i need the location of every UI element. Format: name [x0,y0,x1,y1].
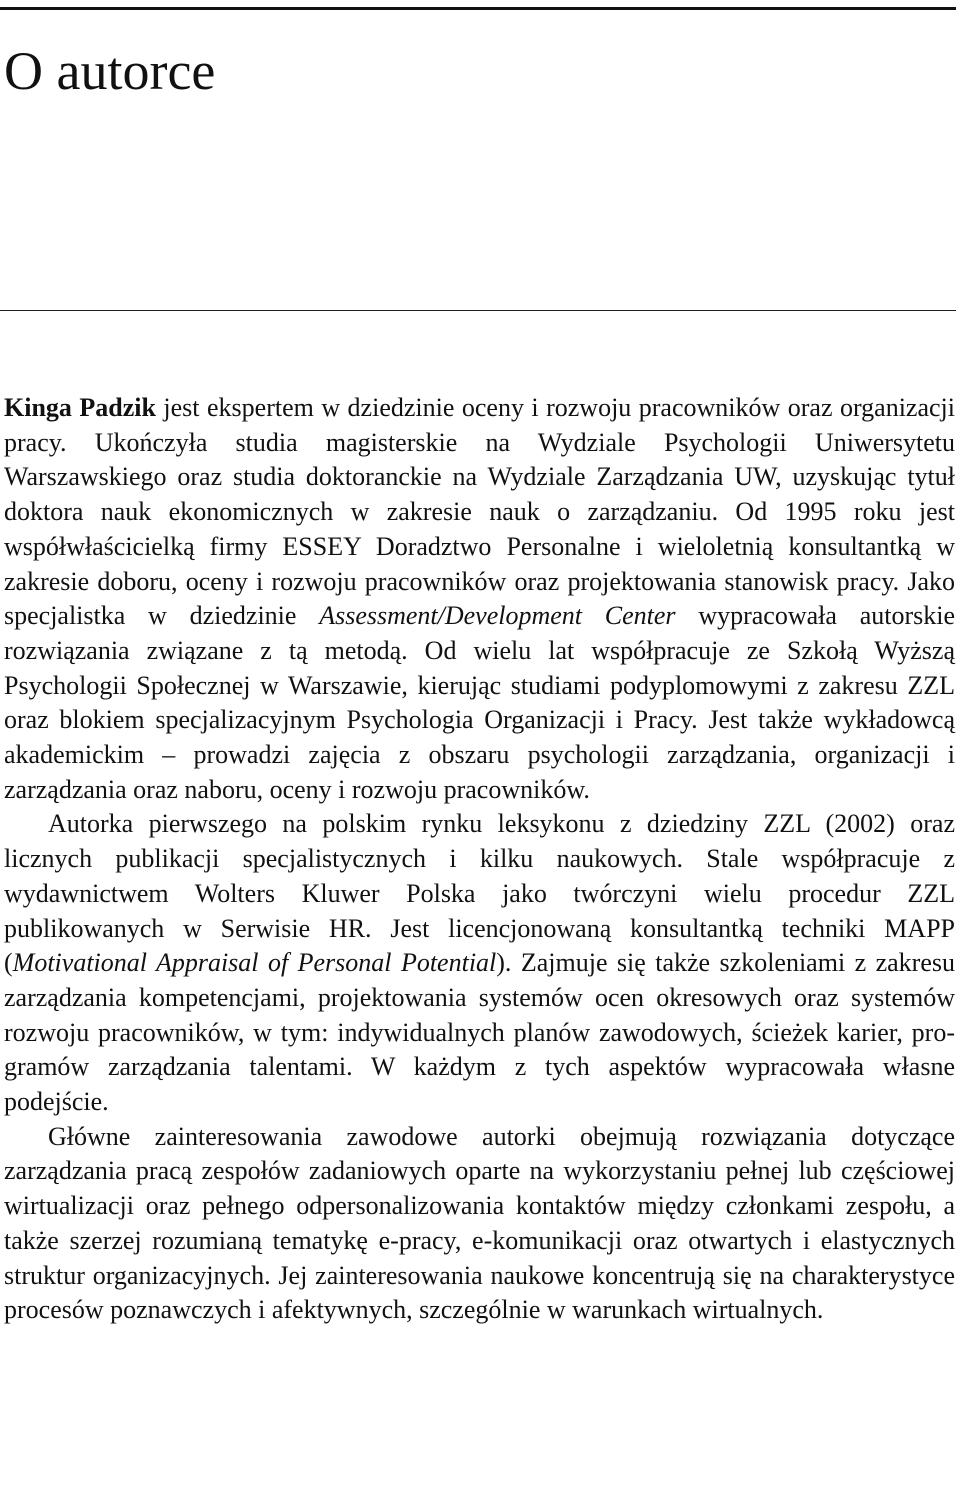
section-divider [0,310,956,311]
bio-text: Autorka pierwszego na polskim rynku leksykonu z dziedziny ZZL (2002) oraz licznych publikacji specjalistycznych i kilku naukowych. Stale współpracuje z wydawnictwem Wolters Kluwer Polska jako twórczyni wielu procedur ZZL publikowanych w Serwisie HR. Jest licencjonowaną konsultantką techniki MAPP ( [4,809,955,978]
author-name: Kinga Padzik [4,393,156,422]
top-rule [0,7,956,10]
italic-term: Assessment/Development Center [319,601,676,631]
author-bio [4,391,955,1328]
chapter-title: O autorce [4,41,216,101]
bio-paragraph-1 [4,391,955,807]
bio-text: jest ekspertem w dziedzinie oceny i rozwoju pracowników oraz organizacji pracy. Ukończyła studia magisterskie na Wydziale Psychologii Uniwersytetu Warszawskiego oraz studia doktoranckie na Wydziale Zarządzania UW, uzyskując tytuł doktora nauk ekonomicznych w zakresie nauk o zarządzaniu. Od 1995 roku jest współwłaścicielką firmy ESSEY Doradztwo Personalne i wieloletnią konsultantką w zakresie doboru, oceny i rozwoju pracowników oraz projektowania stanowisk pracy. Jako specjalistka w dziedzinie [4,393,955,631]
bio-paragraph-2 [4,807,955,1119]
bio-text: wypracowała autorskie rozwiązania związane z tą metodą. Od wielu lat współpracuje ze Szkołą Wyższą Psychologii Społecznej w Warszawie, kierując studiami podyplomowymi z zakresu ZZL oraz blokiem specjalizacyjnym Psychologia Organizacji i Pracy. Jest także wykładowcą akademickim – prowadzi zajęcia z obszaru psychologii zarządzania, organizacji i zarządzania oraz naboru, oceny i rozwoju pracowników. [4,601,955,804]
italic-term: Motivational Appraisal of Personal Potential [12,948,497,978]
bio-text: ). Zajmuje się także szkoleniami z zakresu zarządzania kompetencjami, projektowania systemów ocen okresowych oraz systemów rozwoju pracowników, w tym: indywidualnych planów zawodowych, ścieżek karier, programów zarządzania talentami. W każdym z tych aspektów wypracowała własne podejście. [4,948,955,1117]
bio-paragraph-3: Główne zainteresowania zawodowe autorki obejmują rozwiązania dotyczące zarządzania pracą zespołów zadaniowych oparte na wykorzystaniu pełnej lub częściowej wirtualizacji oraz pełnego odpersonalizowania kontaktów między członkami zespołu, a także szerzej rozumianą tematykę e-pracy, e-komunikacji oraz otwartych i elastycznych struktur organizacyjnych. Jej zainteresowania naukowe koncentrują się na charakterystyce procesów poznawczych i afektywnych, szczególnie w warunkach wirtualnych. [4,1121,955,1325]
